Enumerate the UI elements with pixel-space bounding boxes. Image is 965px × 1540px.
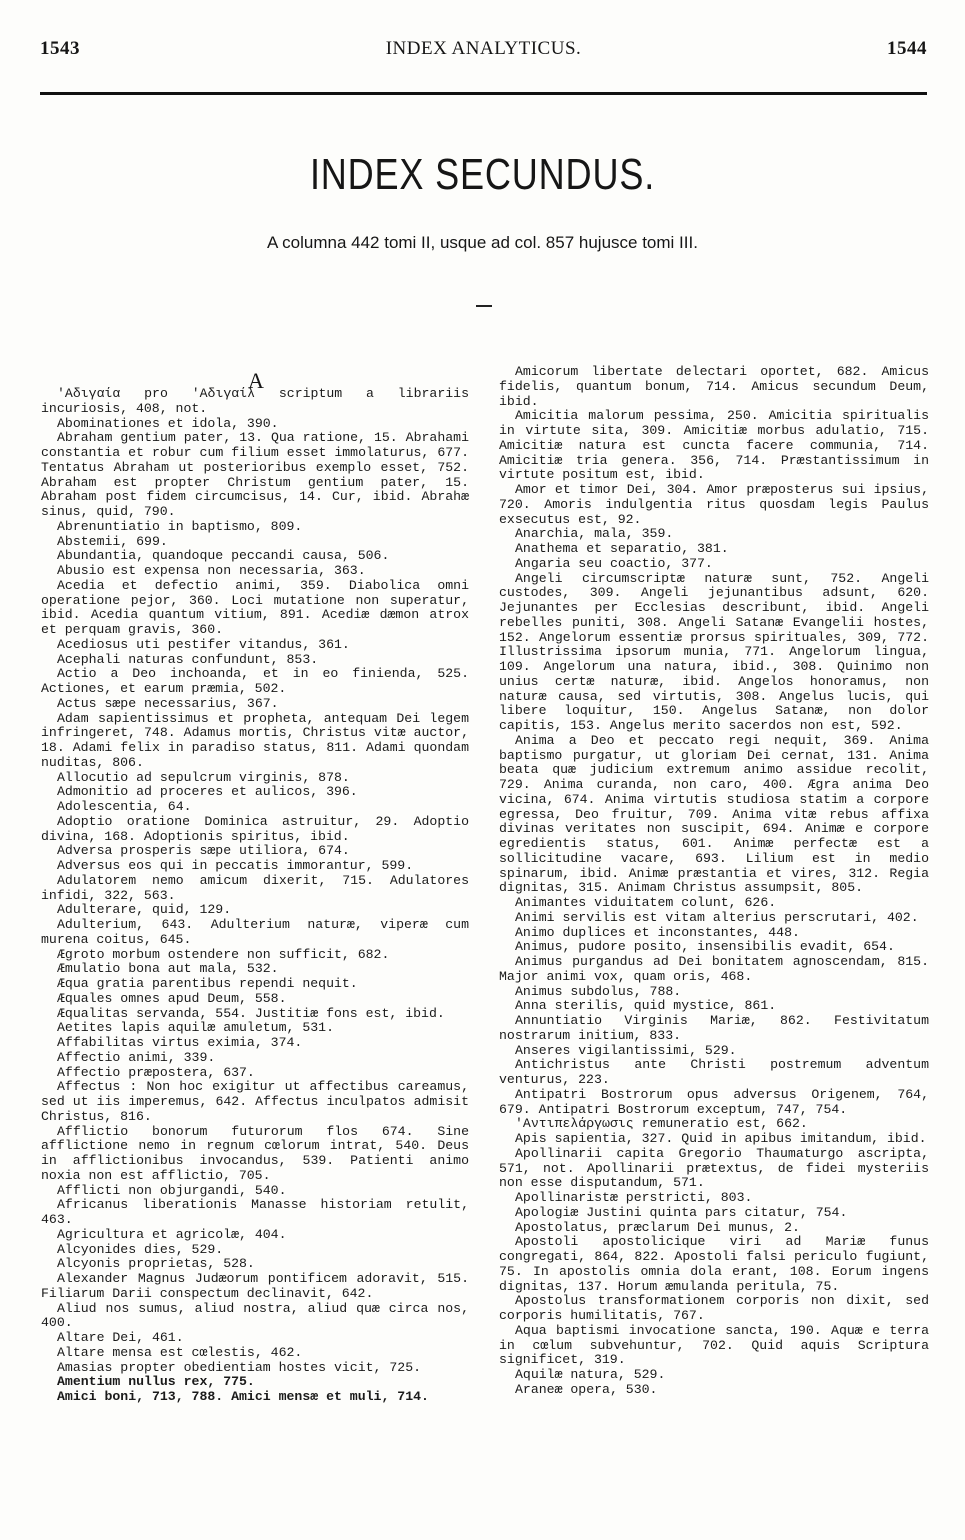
index-entry: Abominationes et idola, 390. (57, 415, 279, 431)
separator-dash (476, 305, 492, 307)
index-entry: Apollinarii capita Gregorio Thaumaturgo ascripta, 571, not. Apollinarii prætextus, de fidei mysteriis non esse disputandum, 571. (499, 1145, 929, 1191)
index-entry: Animus, pudore posito, insensibilis evadit, 654. (515, 939, 895, 955)
index-entry: Animus purgandus ad Dei bonitatem agnoscendam, 815. Major animi vox, quam oris, 468. (499, 954, 929, 984)
index-entry: Animo duplices et inconstantes, 448. (515, 924, 800, 940)
index-entry: Afflictio bonorum futurorum flos 674. Sine afflictione nemo in regnum cœlorum intrat, 540. Deus in afflictionibus invocandus, 539. Patienti animo noxia non est afflictio, 705. (41, 1123, 469, 1183)
index-entry: Amentium nullus rex, 775. (57, 1374, 255, 1390)
index-entry: Adversa prosperis sæpe utiliora, 674. (57, 843, 350, 859)
index-entry: Æquales omnes apud Deum, 558. (57, 990, 287, 1006)
index-entry: Alexander Magnus Judæorum pontificem adoravit, 515. Filiarum Darii conspectum declinavit, 642. (41, 1271, 469, 1301)
index-entry: Affectio præpostera, 637. (57, 1064, 255, 1080)
running-title: INDEX ANALYTICUS. (385, 38, 582, 59)
index-entry: Amor et timor Dei, 304. Amor præposterus sui ipsius, 720. Amoris indulgentia ritus quosdam legis Paulus exsecutus est, 92. (499, 482, 929, 527)
index-entry: Amicitia malorum pessima, 250. Amicitia spiritualis in virtute sita, 309. Amicitiæ morbus adulatio, 715. Amicitiæ natura est cuncta facere communia, 714. Amicitiæ tria genera. 356, 714. Præstantissimum in virtute positum est, ibid. (499, 408, 929, 483)
index-entry: Affectus : Non hoc exigitur ut affectibus careamus, sed ut iis imperemus, 642. Affectus inculpatos admisit Christus, 816. (41, 1079, 469, 1124)
index-entry: Agricultura et agricolæ, 404. (57, 1226, 287, 1242)
page-title: INDEX SECUNDUS. (309, 150, 656, 199)
index-entry: Actus sæpe necessarius, 367. (57, 695, 279, 711)
running-header (40, 38, 927, 62)
left-column (41, 387, 469, 1405)
index-entry: Africanus liberationis Manasse historiam retulit, 463. (41, 1197, 469, 1227)
index-entry: Apis sapientia, 327. Quid in apibus imitandum, ibid. (515, 1131, 927, 1146)
index-entry: Apostolus transformationem corporis non dixit, sed corporis humilitatis, 767. (499, 1293, 929, 1323)
column-number-right: 1544 (887, 38, 927, 59)
index-entry: Adulterium, 643. Adulterium naturæ, viperæ cum murena coitus, 645. (41, 917, 469, 947)
index-entry: Affectio animi, 339. (57, 1049, 216, 1065)
index-entry: Aliud nos sumus, aliud nostra, aliud quæ circa nos, 400. (41, 1300, 469, 1331)
section-letter: A (248, 368, 264, 393)
index-entry: Adoptio oratione Dominica astruitur, 29. Adoptio divina, 168. Adoptionis spiritus, ibid. (41, 813, 469, 844)
index-entry: Adam sapientissimus et propheta, antequam Dei legem infringeret, 748. Adamus mortis, Christus vitæ auctor, 18. Adami felix in paradiso status, 811. Adami quondam nuditas, 806. (41, 710, 469, 770)
index-entry: Aquilæ natura, 529. (515, 1367, 666, 1382)
index-entry: Adulterare, quid, 129. (57, 902, 232, 918)
column-number-left: 1543 (40, 38, 80, 59)
index-entry: Apologiæ Justini quinta pars citatur, 754. (515, 1204, 848, 1220)
index-entry: Anathema et separatio, 381. (515, 541, 729, 556)
index-entry: Abrenuntiatio in baptismo, 809. (57, 518, 303, 534)
index-entry: Æmulatio bona aut mala, 532. (57, 961, 279, 977)
index-entry: Anseres vigilantissimi, 529. (515, 1042, 737, 1058)
index-entry: Anna sterilis, quid mystice, 861. (515, 998, 777, 1014)
index-entry: Aetites lapis aquilæ amuletum, 531. (57, 1020, 334, 1036)
index-entry: Apollinaristæ perstricti, 803. (515, 1190, 753, 1205)
index-entry: Admonitio ad proceres et aulicos, 396. (57, 784, 358, 800)
index-entry: Apostoli apostolicique viri ad Mariæ funus congregati, 864, 822. Apostoli falsi periculo fugiunt, 75. In apostolis omnia dola erant, 108. Eorum ingens dignitas, 137. Horum æmulanda peritula, 75. (499, 1234, 929, 1294)
index-entry: Adversus eos qui in peccatis immorantur, 599. (57, 858, 414, 873)
index-entry: Animi servilis est vitam alterius perscrutari, 402. (515, 909, 919, 925)
index-entry: Antipatri Bostrorum opus adversus Origenem, 764, 679. Antipatri Bostrorum exceptum, 747, 754. (499, 1086, 929, 1117)
index-entry: Amicorum libertate delectari oportet, 682. Amicus fidelis, quantum bonum, 714. Amicus secundum Deum, ibid. (499, 364, 929, 409)
index-entry: Annuntiatio Virginis Mariæ, 862. Festivitatum nostrarum initium, 833. (499, 1013, 929, 1043)
index-entry: Aqua baptismi invocatione sancta, 190. Aquæ e terra in cœlum subvehuntur, 702. Quid aquis Scriptura significet, 319. (499, 1322, 929, 1368)
index-entry: Antichristus ante Christi postremum adventum venturus, 223. (499, 1057, 929, 1087)
index-entry: 'Αδιγαία pro 'Αδιγαίλ scriptum a librariis incuriosis, 408, not. (41, 386, 469, 416)
index-entry: Anima a Deo et peccato regi nequit, 369. Anima baptismo purgatur, ut gloriam Dei cernat, 131. Anima beata quæ judicium extremum animo assidue recolit, 729. Anima curanda, non caro, 400. Ægra anima Deo vicina, 674. Anima virtutis studiosa statim a corpore egressa, Deo fruitur, 709. Anima vitæ rebus affixa divinas veritates non suscipit, 694. Animæ e corpore egredientis status, 601. Animæ perfectæ est a sollicitudine vacare, 693. Lilium est in medio spinarum, ibid. Animæ præstantia et vires, 312. Regia dignitas, 315. Animam Christus assumpsit, 805. (499, 732, 929, 896)
index-entry: Ægroto morbum ostendere non sufficit, 682. (57, 946, 390, 962)
index-entry: Anarchia, mala, 359. (515, 526, 674, 542)
index-entry: Animus subdolus, 788. (515, 983, 682, 999)
index-entry: 'Αντιπελάργωσις remuneratio est, 662. (515, 1116, 808, 1132)
index-entry: Apostolatus, præclarum Dei munus, 2. (515, 1219, 800, 1235)
right-column (499, 365, 929, 1398)
index-entry: Acedia et defectio animi, 359. Diabolica omni operatione pejor, 360. Loci mutatione non superatur, ibid. Acedia quantum vitium, 891. Acediæ dæmon atrox et perquam gravis, 360. (41, 577, 469, 637)
header-rule (40, 92, 927, 95)
index-entry: Abundantia, quandoque peccandi causa, 506. (57, 548, 390, 564)
index-entry: Amici boni, 713, 788. Amici mensæ et muli, 714. (57, 1389, 429, 1404)
page-subtitle: A columna 442 tomi II, usque ad col. 857 hujusce tomi III. (267, 233, 698, 252)
index-entry: Altare mensa est cœlestis, 462. (57, 1344, 303, 1360)
index-entry: Abraham gentium pater, 13. Qua ratione, 15. Abrahami constantia et robur cum filium esset immolaturus, 677. Tentatus Abraham ut posterioribus exemplo esset, 752. Abraham est propter Christum gentium pater, 15. Abraham post fidem circumcisus, 14. Cur, ibid. Abrahæ sinus, quid, 790. (41, 430, 469, 519)
index-entry: Æqualitas servanda, 554. Justitiæ fons est, ibid. (57, 1005, 445, 1021)
index-entry: Afflicti non objurgandi, 540. (57, 1182, 287, 1198)
index-entry: Angeli circumscriptæ naturæ sunt, 752. Angeli custodes, 309. Angeli jejunantibus adsunt, 620. Jejunantes per Ecclesias describunt, ibid. Angeli rebelles puniti, 308. Angeli Satanæ Evangelii hostes, 152. Angelorum essentiæ prorsus spirituales, 309, 772. Illustrissima ipsorum munia, 771. Angelorum lingua, 109. Angelorum una natura, ibid., 308. Quinimo non unius certæ naturæ, ibid. Angelos honoramus, non naturæ causa, sed virtutis, 308. Angelus lucis, qui libere loquitur, 150. Angelus Satanæ, non dolor capitis, 153. Angelus merito sacerdos non est, 592. (499, 570, 929, 733)
index-entry: Angaria seu coactio, 377. (515, 555, 713, 571)
index-entry: Abstemii, 699. (57, 533, 168, 549)
index-entry: Adolescentia, 64. (57, 799, 192, 814)
index-entry: Abusio est expensa non necessaria, 363. (57, 563, 366, 578)
index-entry: Animantes viduitatem colunt, 626. (515, 895, 777, 910)
index-entry: Acediosus uti pestifer vitandus, 361. (57, 636, 350, 652)
index-entry: Acephali naturas confundunt, 853. (57, 651, 319, 667)
index-entry: Araneæ opera, 530. (515, 1381, 658, 1397)
index-entry: Actio a Deo inchoanda, et in eo finienda, 525. Actiones, et earum præmia, 502. (41, 666, 469, 696)
index-entry: Æqua gratia parentibus rependi nequit. (57, 976, 358, 991)
index-entry: Alcyonis proprietas, 528. (57, 1256, 255, 1272)
index-entry: Affabilitas virtus eximia, 374. (57, 1035, 303, 1050)
index-entry: Altare Dei, 461. (57, 1330, 184, 1345)
index-entry: Amasias propter obedientiam hostes vicit, 725. (57, 1359, 422, 1375)
index-entry: Allocutio ad sepulcrum virginis, 878. (57, 769, 350, 785)
index-entry: Alcyonides dies, 529. (57, 1241, 224, 1257)
index-entry: Adulatorem nemo amicum dixerit, 715. Adulatores infidi, 322, 563. (41, 872, 469, 903)
